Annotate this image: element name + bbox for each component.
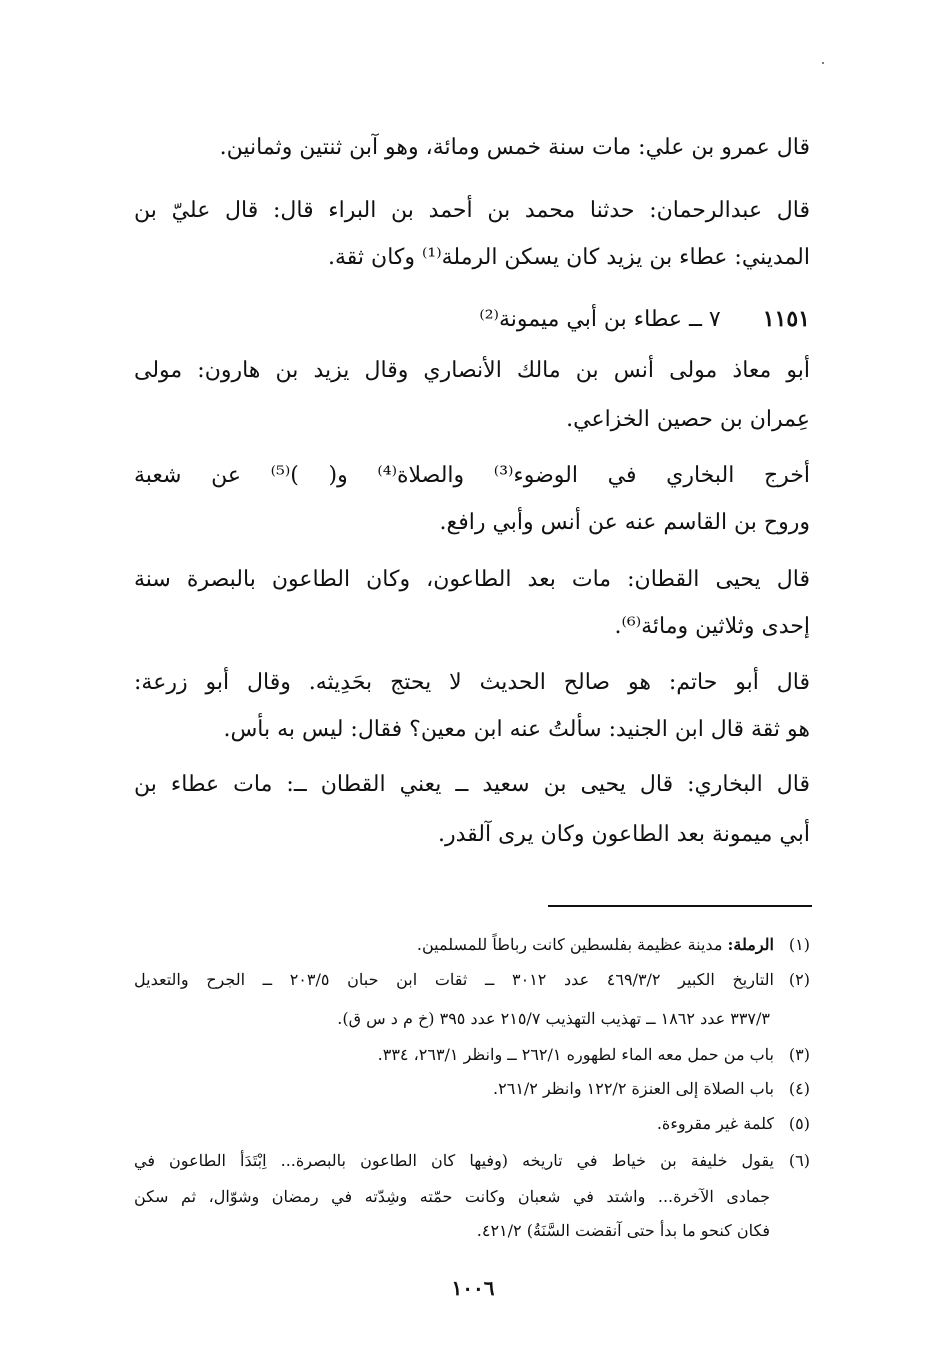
footnote-text: كلمة غير مقروءة. xyxy=(656,1114,774,1133)
body-line: قال يحيى القطان: مات بعد الطاعون، وكان الطاعون بالبصرة سنة xyxy=(134,567,810,592)
footnote-number: (٥) xyxy=(788,1114,810,1133)
print-speck xyxy=(822,62,824,64)
footnote-6-continuation: فكان كنحو ما بدأ حتى آنقضت السَّنَةُ) ٤٢١/٢. xyxy=(476,1221,770,1240)
body-line: قال البخاري: قال يحيى بن سعيد ــ يعني القطان ــ: مات عطاء بن xyxy=(134,772,810,797)
footnote-text: باب الصلاة إلى العنزة ١٢٢/٢ وانظر ٢٦١/٢. xyxy=(493,1079,774,1098)
body-line: أخرج البخاري في الوضوء⁽³⁾ والصلاة⁽⁴⁾ و( )⁽⁵⁾ عن شعبة xyxy=(134,463,810,488)
footnote-6 xyxy=(134,1147,810,1175)
footnote-number: (٣) xyxy=(788,1045,810,1064)
footnote-text: مدينة عظيمة بفلسطين كانت رباطاً للمسلمين. xyxy=(416,935,723,954)
footnote-number: (٤) xyxy=(788,1079,810,1098)
body-line: قال عمرو بن علي: مات سنة خمس ومائة، وهو آبن ثنتين وثمانين. xyxy=(219,135,810,160)
footnote-term: الرملة: xyxy=(727,935,774,954)
body-line: إحدى وثلاثين ومائة⁽⁶⁾. xyxy=(614,614,810,639)
footnote-6-continuation: جمادى الآخرة... واشتد في شعبان وكانت حمّته وشِدّته في رمضان وشوّال، ثم سكن xyxy=(134,1187,770,1206)
footnote-1 xyxy=(134,931,810,959)
footnote-number: (٦) xyxy=(788,1151,810,1170)
body-line: عِمران بن حصين الخزاعي. xyxy=(566,407,810,432)
footnote-number: (٢) xyxy=(788,970,810,989)
body-line: قال عبدالرحمان: حدثنا محمد بن أحمد بن البراء قال: قال عليّ بن xyxy=(134,198,810,223)
body-line: أبي ميمونة بعد الطاعون وكان يرى آلقدر. xyxy=(437,822,810,847)
footnote-2-continuation: ٣٣٧/٣ عدد ١٨٦٢ ــ تهذيب التهذيب ٢١٥/٧ عدد ٣٩٥ (خ م د س ق). xyxy=(337,1009,770,1028)
footnote-5 xyxy=(134,1110,810,1138)
footnote-text: يقول خليفة بن خياط في تاريخه (وفيها كان الطاعون بالبصرة... اِبْتَدَأ الطاعون في xyxy=(134,1151,774,1170)
footnote-2 xyxy=(134,966,810,994)
body-line: قال أبو حاتم: هو صالح الحديث لا يحتج بحَدِيثه. وقال أبو زرعة: xyxy=(134,670,810,695)
footnote-number: (١) xyxy=(788,935,810,954)
entry-title: ٧ ــ عطاء بن أبي ميمونة⁽²⁾ xyxy=(479,307,721,332)
body-line: وروح بن القاسم عنه عن أنس وأبي رافع. xyxy=(439,510,810,535)
footnote-text: التاريخ الكبير ٤٦٩/٣/٢ عدد ٣٠١٢ ــ ثقات ابن حبان ٢٠٣/٥ ــ الجرح والتعديل xyxy=(134,970,774,989)
entry-number: ١١٥١ xyxy=(762,306,810,332)
body-line: أبو معاذ مولى أنس بن مالك الأنصاري وقال يزيد بن هارون: مولى xyxy=(134,358,810,383)
body-line: هو ثقة قال ابن الجنيد: سألتُ عنه ابن معين؟ فقال: ليس به بأس. xyxy=(223,717,810,742)
page-number: ١٠٠٦ xyxy=(451,1276,495,1300)
biography-entry-heading xyxy=(134,302,810,336)
footnote-separator xyxy=(548,905,812,907)
footnote-3 xyxy=(134,1041,810,1069)
footnote-4 xyxy=(134,1075,810,1103)
footnote-text: باب من حمل معه الماء لطهوره ٢٦٢/١ ــ وانظر ٢٦٣/١، ٣٣٤. xyxy=(377,1045,774,1064)
body-line: المديني: عطاء بن يزيد كان يسكن الرملة⁽¹⁾ وكان ثقة. xyxy=(328,245,810,270)
